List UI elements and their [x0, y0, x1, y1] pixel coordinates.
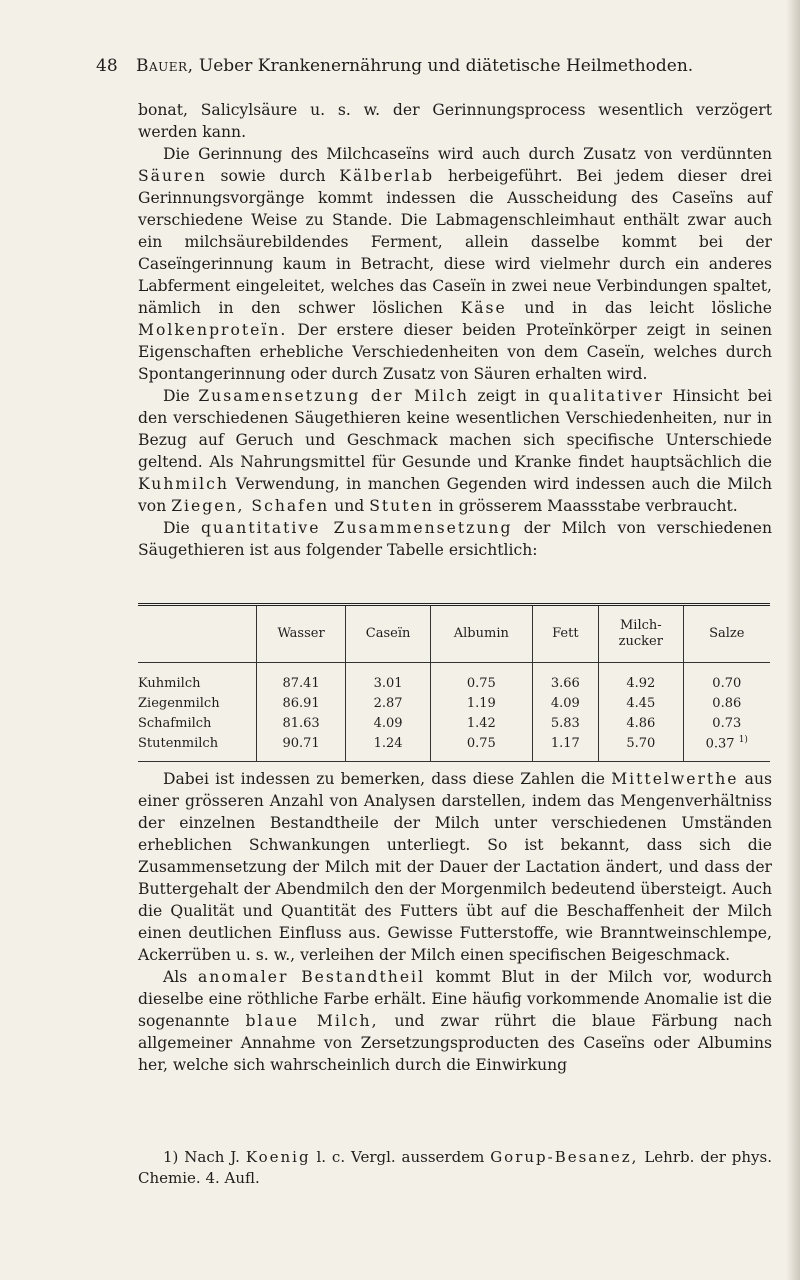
table-cell: 0.75: [431, 663, 533, 694]
text-run: Die: [163, 387, 199, 405]
spaced-term: Kälberlab: [339, 167, 435, 185]
table-cell: 4.09: [532, 693, 598, 713]
spaced-term: qualitativer: [548, 387, 664, 405]
text-run: kommt Blut in der Milch vor, wodurch dieselbe eine röthliche Farbe erhält. Eine häufig vorkommende Anomalie ist die sogenannte: [138, 968, 772, 1030]
body-text-continued: [138, 768, 772, 1076]
header-author: Bauer,: [136, 56, 194, 76]
footnote-mark: 1): [738, 734, 748, 745]
spaced-term: Kuhmilch: [138, 475, 229, 493]
text-run: l. c. Vergl. ausserdem: [310, 1148, 491, 1166]
table-cell: 0.73: [683, 713, 770, 733]
header-cell: Wasser: [257, 605, 346, 663]
table-cell: 3.66: [532, 663, 598, 694]
page-number: 48: [96, 56, 118, 76]
table-cell: 87.41: [257, 663, 346, 694]
table-cell: 90.71: [257, 733, 346, 762]
table-cell: 86.91: [257, 693, 346, 713]
row-label: Ziegenmilch: [138, 695, 220, 711]
table-cell: 5.70: [599, 733, 683, 762]
text-run: Hinsicht bei den verschiedenen Säugethieren keine wesentlichen Verschiedenheiten, nur in Bezug auf Geruch und Geschmack machen sich specifische Unterschiede geltend. Als Nahrungsmittel für Gesunde und Kranke findet hauptsächlich die: [138, 387, 772, 471]
table-cell: 0.70: [683, 663, 770, 694]
spaced-term: Zusamensetzung der Milch: [198, 387, 469, 405]
spaced-term: Mittelwerthe: [611, 770, 739, 788]
table-row: [138, 713, 770, 733]
text-run: Verwendung, in manchen Gegenden wird indessen auch die Milch von: [138, 475, 772, 515]
table-cell: [683, 733, 770, 762]
paragraph-5: [138, 768, 772, 966]
table-cell: 4.09: [346, 713, 431, 733]
table-cell: 4.86: [599, 713, 683, 733]
table-cell: 0.75: [431, 733, 533, 762]
footnote-text: [138, 1147, 772, 1189]
text-run: und zwar rührt die blaue Färbung nach allgemeiner Annahme von Zersetzungsproducten des Caseïns oder Albumins her, welche sich wahrscheinlich durch die Einwirkung: [138, 1012, 772, 1074]
text-run: 1) Nach J.: [163, 1148, 246, 1166]
text-run: in grösserem Maassstabe verbraucht.: [433, 497, 738, 515]
text-run: Lehrb. der phys. Chemie. 4. Aufl.: [138, 1148, 773, 1187]
text-run: zeigt in: [468, 387, 549, 405]
text-run: und: [329, 497, 370, 515]
page-edge-shadow: [786, 0, 800, 1280]
paragraph-4: [138, 517, 772, 561]
header-cell: Fett: [532, 605, 598, 663]
cell-value: 0.37: [705, 736, 735, 752]
table-cell: 1.24: [346, 733, 431, 762]
paragraph-1-text: bonat, Salicylsäure u. s. w. der Gerinnungsprocess wesentlich verzögert werden kann.: [138, 101, 772, 141]
header-title: Ueber Krankenernährung und diätetische Heilmethoden.: [198, 56, 694, 76]
spaced-term: anomaler Bestandtheil: [198, 968, 426, 986]
paragraph-2: [138, 143, 772, 385]
spaced-term: blaue Milch,: [245, 1012, 379, 1030]
text-run: Dabei ist indessen zu bemerken, dass diese Zahlen die: [163, 770, 612, 788]
table-row: [138, 733, 770, 762]
text-run: der Milch von verschiedenen Säugethieren ist aus folgender Tabelle ersichtlich:: [138, 519, 773, 559]
table-cell: 4.45: [599, 693, 683, 713]
table-row: [138, 693, 770, 713]
table-cell: 1.19: [431, 693, 533, 713]
text-run: Die: [163, 519, 201, 537]
spaced-term: Gorup-Besanez,: [490, 1148, 639, 1166]
table-cell: 2.87: [346, 693, 431, 713]
running-header: [96, 56, 732, 76]
text-run: und in das leicht lösliche: [506, 299, 772, 317]
text-run: Als: [163, 968, 198, 986]
row-label: Kuhmilch: [138, 675, 201, 691]
header-cell: Albumin: [431, 605, 533, 663]
text-run: herbeigeführt. Bei jedem dieser drei Gerinnungsvorgänge kommt indessen die Ausscheidung des Caseïns auf verschiedene Weise zu Stande. Die Labmagenschleimhaut enthält zwar auch ein milchsäurebildendes Ferment, allein dasselbe kommt bei der Caseïngerinnung kaum in Betracht, diese wird vielmehr durch ein anderes Labferment eingeleitet, welches das Caseïn in zwei neue Verbindungen spaltet, nämlich in den schwer löslichen: [138, 167, 772, 317]
row-label: Schafmilch: [138, 715, 212, 731]
table-cell: 1.17: [532, 733, 598, 762]
spaced-term: Molkenproteïn.: [138, 321, 288, 339]
header-cell: Milch- zucker: [599, 605, 683, 663]
table-row: [138, 663, 770, 694]
text-run: sowie durch: [206, 167, 340, 185]
text-run: Die Gerinnung des Milchcaseïns wird auch durch Zusatz von verdünnten: [163, 145, 772, 163]
paragraph-6: [138, 966, 772, 1076]
header-cell: Salze: [683, 605, 770, 663]
text-run: aus einer grösseren Anzahl von Analysen darstellen, indem das Mengenverhältniss der einzelnen Bestandtheile der Milch unter verschiedenen Umständen erheblichen Schwankungen unterliegt. So ist bekannt, dass sich die Zusammensetzung der Milch mit der Dauer der Lactation ändert, und dass der Buttergehalt der Abendmilch den der Morgenmilch bedeutend übersteigt. Auch die Qualität und Quantität des Futters übt auf die Beschaffenheit der Milch einen deutlichen Einfluss aus. Gewisse Futterstoffe, wie Branntweinschlempe, Ackerrüben u. s. w., verleihen der Milch einen specifischen Beigeschmack.: [138, 770, 772, 964]
table-cell: 5.83: [532, 713, 598, 733]
footnote: [138, 1147, 772, 1189]
spaced-term: quantitative Zusammensetzung: [200, 519, 513, 537]
spaced-term: Koenig: [245, 1148, 311, 1166]
table-cell: 0.86: [683, 693, 770, 713]
body-text: [138, 99, 772, 561]
text-run: Der erstere dieser beiden Proteïnkörper zeigt in seinen Eigenschaften erhebliche Verschiedenheiten von dem Caseïn, welches durch Spontangerinnung oder durch Zusatz von Säuren erhalten wird.: [138, 321, 772, 383]
table-cell: 1.42: [431, 713, 533, 733]
spaced-term: Stuten: [369, 497, 434, 515]
spaced-term: Säuren: [138, 167, 207, 185]
table-cell: 4.92: [599, 663, 683, 694]
paragraph-3: [138, 385, 772, 517]
paragraph-1: [138, 99, 772, 143]
row-label: Stutenmilch: [138, 733, 257, 762]
milk-composition-table: [138, 603, 770, 762]
table-header-row: [138, 605, 770, 663]
table-cell: 81.63: [257, 713, 346, 733]
spaced-term: Ziegen, Schafen: [171, 497, 330, 515]
header-cell: [138, 605, 257, 663]
table-cell: 3.01: [346, 663, 431, 694]
spaced-term: Käse: [460, 299, 507, 317]
header-cell: Caseïn: [346, 605, 431, 663]
